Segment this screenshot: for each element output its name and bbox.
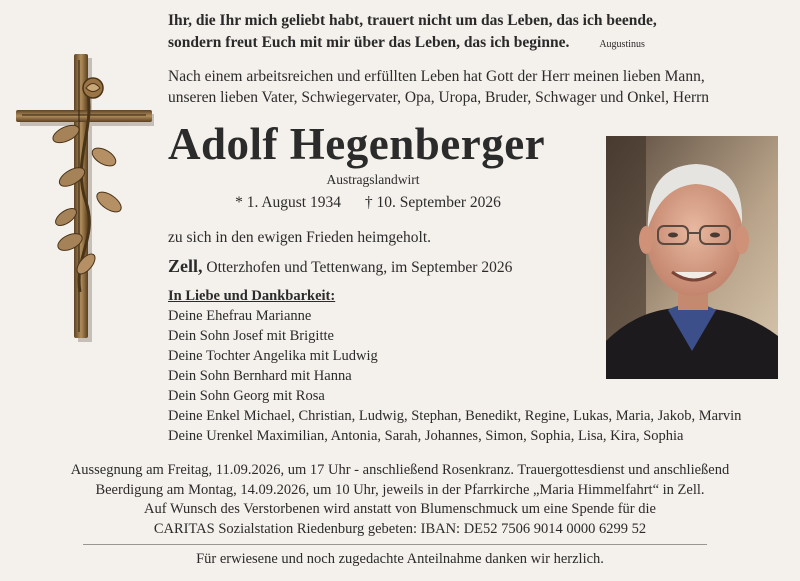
mourner-line: Deine Tochter Angelika mit Ludwig <box>168 348 378 364</box>
footer-line-1: Aussegnung am Freitag, 11.09.2026, um 17 Uhr - anschließend Rosenkranz. Trauergottesdienst und anschließend <box>70 462 730 478</box>
bronze-cross-with-rose-icon <box>14 52 154 342</box>
place-rest: Otterzhofen und Tettenwang, im September 2026 <box>206 259 513 276</box>
quote-line-1: Ihr, die Ihr mich geliebt habt, trauert nicht um das Leben, das ich beende, <box>168 12 657 29</box>
mourner-line: Dein Sohn Georg mit Rosa <box>168 388 325 404</box>
funeral-details <box>0 461 800 539</box>
mourner-line: Dein Sohn Bernhard mit Hanna <box>168 368 352 384</box>
peace-text: zu sich in den ewigen Frieden heimgeholt. <box>168 229 432 246</box>
mourner-line: Deine Enkel Michael, Christian, Ludwig, Stephan, Benedikt, Regine, Lukas, Maria, Jakob, Marvin <box>168 408 742 424</box>
mourners-heading: In Liebe und Dankbarkeit: <box>168 288 336 304</box>
thanks-text: Für erwiesene und noch zugedachte Anteilnahme danken wir herzlich. <box>196 551 604 567</box>
deceased-profession: Austragslandwirt <box>326 172 420 187</box>
divider <box>83 544 707 545</box>
mourner-line: Dein Sohn Josef mit Brigitte <box>168 328 334 344</box>
portrait-photo <box>606 136 778 379</box>
mourner-line: Deine Ehefrau Marianne <box>168 308 312 324</box>
death-date: † 10. September 2026 <box>364 194 501 211</box>
life-dates <box>168 194 568 212</box>
deceased-name: Adolf Hegenberger <box>168 119 546 169</box>
intro-text <box>168 66 768 108</box>
place-main: Zell, <box>168 256 203 276</box>
quote-line-2 <box>168 32 688 56</box>
birth-date: * 1. August 1934 <box>235 194 341 211</box>
footer-line-3: Auf Wunsch des Verstorbenen wird anstatt von Blumenschmuck um eine Spende für die <box>144 501 656 517</box>
mourner-line: Deine Urenkel Maximilian, Antonia, Sarah, Johannes, Simon, Sophia, Lisa, Kira, Sophia <box>168 428 684 444</box>
quote <box>168 10 688 56</box>
place-line <box>168 256 512 277</box>
intro-line-2: unseren lieben Vater, Schwiegervater, Opa, Uropa, Bruder, Schwager und Onkel, Herrn <box>168 89 710 106</box>
quote-line-2-text: sondern freut Euch mit mir über das Leben, das ich beginne. <box>168 34 570 51</box>
footer-line-2: Beerdigung am Montag, 14.09.2026, um 10 Uhr, jeweils in der Pfarrkirche „Maria Himmelfahrt“ in Zell. <box>95 481 705 498</box>
footer-line-4: CARITAS Sozialstation Riedenburg gebeten: IBAN: DE52 7506 9014 0000 6299 52 <box>153 520 647 537</box>
quote-source: Augustinus <box>599 39 645 50</box>
intro-line-1: Nach einem arbeitsreichen und erfüllten Leben hat Gott der Herr meinen lieben Mann, <box>168 68 705 85</box>
